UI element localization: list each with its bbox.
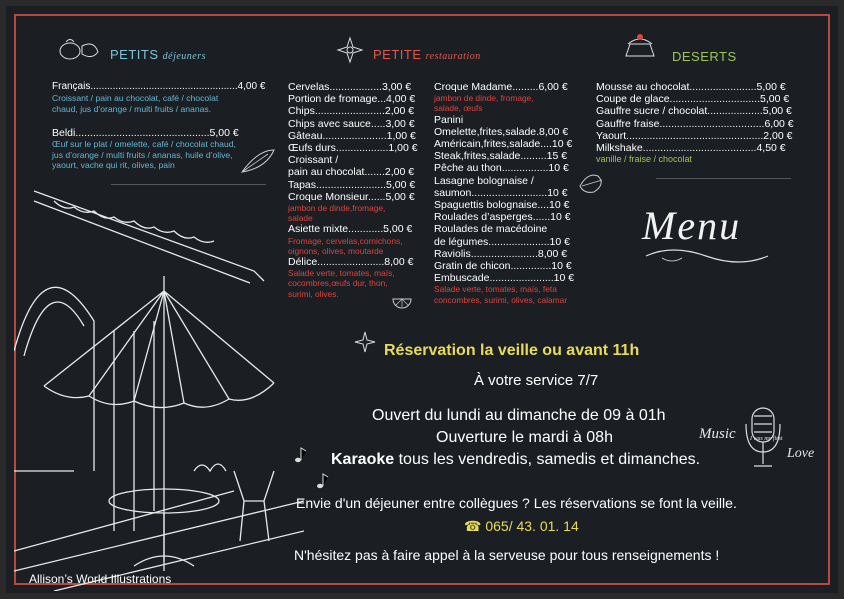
karaoke-bold: Karaoke xyxy=(331,451,395,468)
menu-item: saumon..........................10 € xyxy=(434,186,568,199)
lunch-note: Envie d'un déjeuner entre collègues ? Les réservations se font la veille. xyxy=(296,495,737,511)
menu-desc: jambon de dinde, fromage, xyxy=(434,93,534,104)
menu-item: Pêche au thon................10 € xyxy=(434,162,569,175)
breakfast-desc: Croissant / pain au chocolat, café / chocolat xyxy=(52,93,219,104)
dessert-item: Yaourt...............................................2,00 € xyxy=(596,129,793,142)
menu-item: Lasagne bolognaise / xyxy=(434,174,534,187)
dessert-item: Gauffre sucre / chocolat...................5,00 € xyxy=(596,105,792,118)
menu-item: Cervelas..................3,00 € xyxy=(288,81,412,93)
flourish-ornament xyxy=(642,246,772,266)
restauration-list-2 xyxy=(434,81,584,305)
opening-hours: Ouvert du lundi au dimanche de 09 à 01h xyxy=(372,407,666,424)
karaoke-text: tous les vendredis, samedis et dimanches. xyxy=(394,451,701,468)
menu-item: Œufs durs..................1,00 € xyxy=(288,142,418,155)
menu-desc: salade xyxy=(288,213,313,224)
phone-icon: ☎ xyxy=(464,518,482,534)
menu-item: Croissant / xyxy=(288,154,339,167)
menu-item: Panini xyxy=(434,113,464,126)
menu-item: Embuscade......................10 € xyxy=(434,272,575,285)
menu-item: Roulades de macédoine xyxy=(434,223,548,236)
reservation-note: Réservation la veille ou avant 11h xyxy=(384,342,640,359)
menu-item: Asiette mixte............5,00 € xyxy=(288,223,413,236)
terrace-illustration xyxy=(14,171,304,591)
menu-desc: concombres, surimi, olives, calamar xyxy=(434,294,568,305)
breakfast-desc: chaud, jus d’orange / multi fruits / ananas. xyxy=(52,103,212,114)
menu-item: Spaguettis bolognaise....10 € xyxy=(434,199,570,212)
menu-item: Chips........................2,00 € xyxy=(288,105,415,118)
menu-desc: Salade verte, tomates, maïs, feta xyxy=(434,284,557,295)
menu-item: Tapas........................5,00 € xyxy=(288,178,416,191)
menu-item: Croque Monsieur......5,00 € xyxy=(288,190,415,203)
menu-item: Chips avec sauce.....3,00 € xyxy=(288,117,415,130)
menu-item: Américain,frites,salade....10 € xyxy=(434,138,573,151)
menu-desc: oignons, olives, moutarde xyxy=(288,245,384,256)
breakfast-item-beldi: Beldi..............................................5,00 € xyxy=(52,127,239,140)
waitress-note: N'hésitez pas à faire appel à la serveuse pour tous renseignements ! xyxy=(294,547,720,563)
service-note: À votre service 7/7 xyxy=(474,372,599,389)
menu-item: Gratin de chicon..............10 € xyxy=(434,260,572,273)
section-title-petite: PETITE restauration xyxy=(373,47,481,62)
music-small-label: I was my first xyxy=(750,436,783,442)
menu-item: Croque Madame.........6,00 € xyxy=(434,81,568,93)
flower-icon xyxy=(336,36,364,64)
microphone-icon xyxy=(740,404,790,484)
breakfast-desc: Œuf sur le plat / omelette, café / chocolat chaud, xyxy=(52,139,236,150)
menu-item: de légumes.....................10 € xyxy=(434,235,570,248)
deserts-list xyxy=(596,81,806,165)
menu-item: pain au chocolat.......2,00 € xyxy=(288,166,415,179)
phone-number xyxy=(464,518,579,535)
dessert-item: Milkshake.......................................4,50 € xyxy=(596,142,786,155)
breakfast-icon xyxy=(56,36,104,62)
menu-desc: cocombres,œufs dur, thon, xyxy=(288,278,388,289)
dessert-item: Gauffre fraise....................................6,00 € xyxy=(596,117,794,130)
cake-icon xyxy=(620,32,660,64)
love-label: Love xyxy=(787,446,815,461)
divider xyxy=(656,178,791,179)
tuesday-hours: Ouverture le mardi à 08h xyxy=(436,429,613,446)
lemon-icon xyxy=(391,293,413,313)
illustration-credit: Allison’s World Illustrations xyxy=(29,572,172,586)
music-notes-icon xyxy=(290,446,330,496)
star-flower-icon xyxy=(353,330,377,354)
menu-item: Gâteau......................1,00 € xyxy=(288,129,416,142)
menu-item: Roulades d’asperges......10 € xyxy=(434,211,571,224)
menu-desc: jambon de dinde,fromage, xyxy=(288,203,386,214)
dessert-item: Mousse au chocolat.......................5,00 € xyxy=(596,81,786,93)
menu-item: Omelette,frites,salade.8,00 € xyxy=(434,125,569,138)
menu-desc: Salade verte, tomates, maïs, xyxy=(288,268,395,279)
karaoke-note xyxy=(331,451,700,469)
restauration-list-1 xyxy=(288,81,433,299)
phone-text: 065/ 43. 01. 14 xyxy=(485,518,579,534)
dessert-item: Coupe de glace...............................5,00 € xyxy=(596,93,790,106)
menu-title: Menu xyxy=(642,203,742,248)
music-label: Music xyxy=(699,426,736,442)
breakfast-desc: yaourt, vache qui rit, olives, pain xyxy=(52,160,175,171)
menu-desc: salade, œufs xyxy=(434,103,483,114)
menu-item: Délice.......................8,00 € xyxy=(288,256,414,269)
menu-item: Steak,frites,salade.........15 € xyxy=(434,150,568,163)
menu-desc: Fromage, cervelas,cornichons, xyxy=(288,235,403,246)
menu-item: Portion de fromage...4,00 € xyxy=(288,93,416,106)
menu-item: Raviolis.......................8,00 € xyxy=(434,247,568,260)
section-title-petits: PETITS déjeuners xyxy=(110,47,207,62)
section-title-deserts: DESERTS xyxy=(672,49,737,64)
menu-desc: surimi, olives. xyxy=(288,288,339,299)
mint-leaf-icon xyxy=(576,168,612,198)
breakfast-item-francais: Français.....................................................4,00 € xyxy=(52,81,266,92)
dessert-desc: vanille / fraise / chocolat xyxy=(596,154,693,165)
breakfast-desc: jus d’orange / multi fruits / ananas, huile d’olive, xyxy=(52,149,233,160)
